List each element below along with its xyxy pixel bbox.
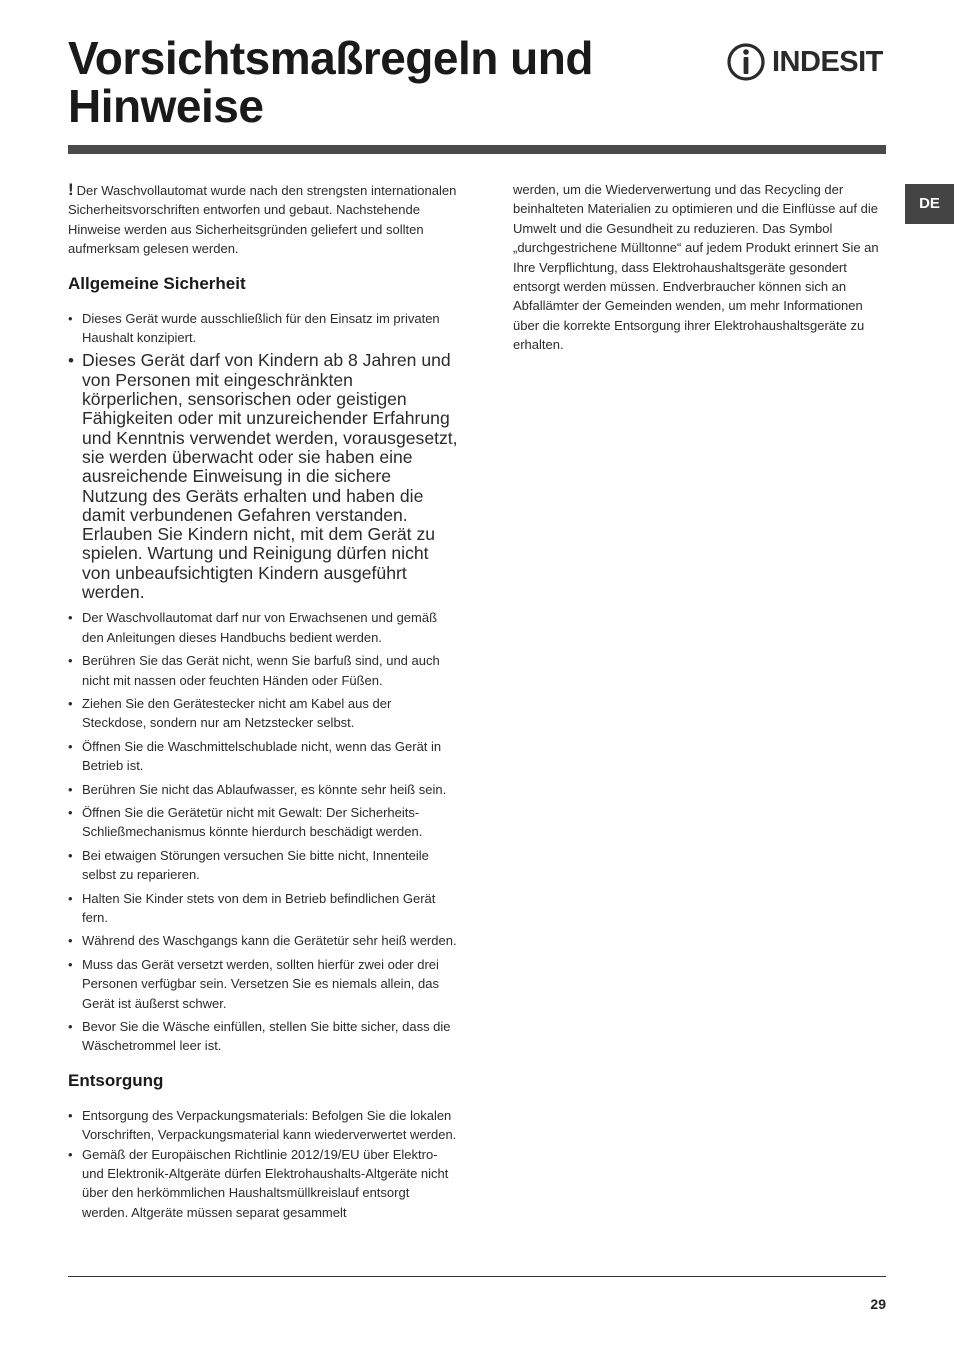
page-number: 29 — [870, 1296, 886, 1312]
disposal-list — [68, 1106, 458, 1222]
list-item: • Während des Waschgangs kann die Gerätetür sehr heiß werden. — [68, 931, 458, 950]
intro-paragraph — [68, 180, 458, 259]
intro-text: Der Waschvollautomat wurde nach den strengsten internationalen Sicherheitsvorschriften entworfen und gebaut. Nachstehende Hinweise werden aus Sicherheitsgründen geliefert und sollten aufmerksam gelesen werden. — [68, 183, 457, 257]
indesit-logo — [726, 40, 888, 84]
right-column — [513, 180, 888, 355]
safety-list — [68, 309, 458, 1056]
disposal-continuation: werden, um die Wiederverwertung und das Recycling der beinhalteten Materialien zu optimieren und die Einflüsse auf die Umwelt und die Gesundheit zu reduzieren. Das Symbol „durchgestrichene Mülltonne“ auf jedem Produkt erinnert Sie an Ihre Verpflichtung, dass Elektrohaushaltsgeräte gesondert entsorgt werden müssen. Endverbraucher können sich an Abfallämter der Gemeinden wenden, um mehr Informationen über die korrekte Entsorgung ihrer Elektrohaushaltsgeräte zu erhalten. — [513, 182, 879, 353]
list-item: • Berühren Sie das Gerät nicht, wenn Sie barfuß sind, und auch nicht mit nassen oder feuchten Händen oder Füßen. — [68, 651, 458, 690]
list-item: • Ziehen Sie den Gerätestecker nicht am Kabel aus der Steckdose, sondern nur am Netzstecker selbst. — [68, 694, 458, 733]
left-column — [68, 180, 458, 1222]
page-title-line-2: Hinweise — [68, 80, 264, 132]
list-item: • Halten Sie Kinder stets von dem in Betrieb befindlichen Gerät fern. — [68, 889, 458, 928]
warning-mark-icon: ! — [68, 180, 74, 199]
section-heading-disposal: Entsorgung — [68, 1070, 164, 1090]
list-item: • Muss das Gerät versetzt werden, sollten hierfür zwei oder drei Personen verfügbar sein. Versetzen Sie es niemals allein, das Gerät ist äußerst schwer. — [68, 955, 458, 1013]
brand-wordmark: INDESIT — [772, 46, 883, 78]
list-item: • Entsorgung des Verpackungsmaterials: Befolgen Sie die lokalen Vorschriften, Verpackungsmaterial kann wiederverwertet werden. — [68, 1106, 458, 1145]
indesit-logo-icon — [726, 40, 770, 84]
list-item: • Gemäß der Europäischen Richtlinie 2012/19/EU über Elektro- und Elektronik-Altgeräte dürfen Elektrohaushalts-Altgeräte nicht über den herkömmlichen Haushaltsmüllkreislauf entsorgt werden. Altgeräte müssen separat gesammelt — [68, 1145, 458, 1223]
list-item: • Dieses Gerät wurde ausschließlich für den Einsatz im privaten Haushalt konzipiert. — [68, 309, 458, 348]
language-tab: DE — [905, 184, 954, 224]
list-item: • Der Waschvollautomat darf nur von Erwachsenen und gemäß den Anleitungen dieses Handbuchs bedient werden. — [68, 608, 458, 647]
section-heading-safety: Allgemeine Sicherheit — [68, 273, 246, 293]
page-title — [68, 34, 668, 130]
list-item: • Bei etwaigen Störungen versuchen Sie bitte nicht, Innenteile selbst zu reparieren. — [68, 846, 458, 885]
list-item: • Öffnen Sie die Waschmittelschublade nicht, wenn das Gerät in Betrieb ist. — [68, 737, 458, 776]
list-item: • Öffnen Sie die Gerätetür nicht mit Gewalt: Der Sicherheits-Schließmechanismus könnte hierdurch beschädigt werden. — [68, 803, 458, 842]
list-item-children-warning: • Dieses Gerät darf von Kindern ab 8 Jahren und von Personen mit eingeschränkten körperlichen, sensorischen oder geistigen Fähigkeiten oder mit unzureichender Erfahrung und Kenntnis verwendet werden, vorausgesetzt, sie werden überwacht oder sie haben eine ausreichende Einweisung in die sichere Nutzung des Geräts erhalten und haben die damit verbundenen Gefahren verstanden. Erlauben Sie Kindern nicht, mit dem Gerät zu spielen. Wartung und Reinigung dürfen nicht von unbeaufsichtigten Kindern ausgeführt werden. — [68, 351, 458, 602]
footer-rule — [68, 1276, 886, 1277]
header-rule — [68, 145, 886, 154]
page-title-line-1: Vorsichtsmaßregeln und — [68, 32, 593, 84]
list-item: • Bevor Sie die Wäsche einfüllen, stellen Sie bitte sicher, dass die Wäschetrommel leer ist. — [68, 1017, 458, 1056]
list-item: • Berühren Sie nicht das Ablaufwasser, es könnte sehr heiß sein. — [68, 780, 458, 799]
